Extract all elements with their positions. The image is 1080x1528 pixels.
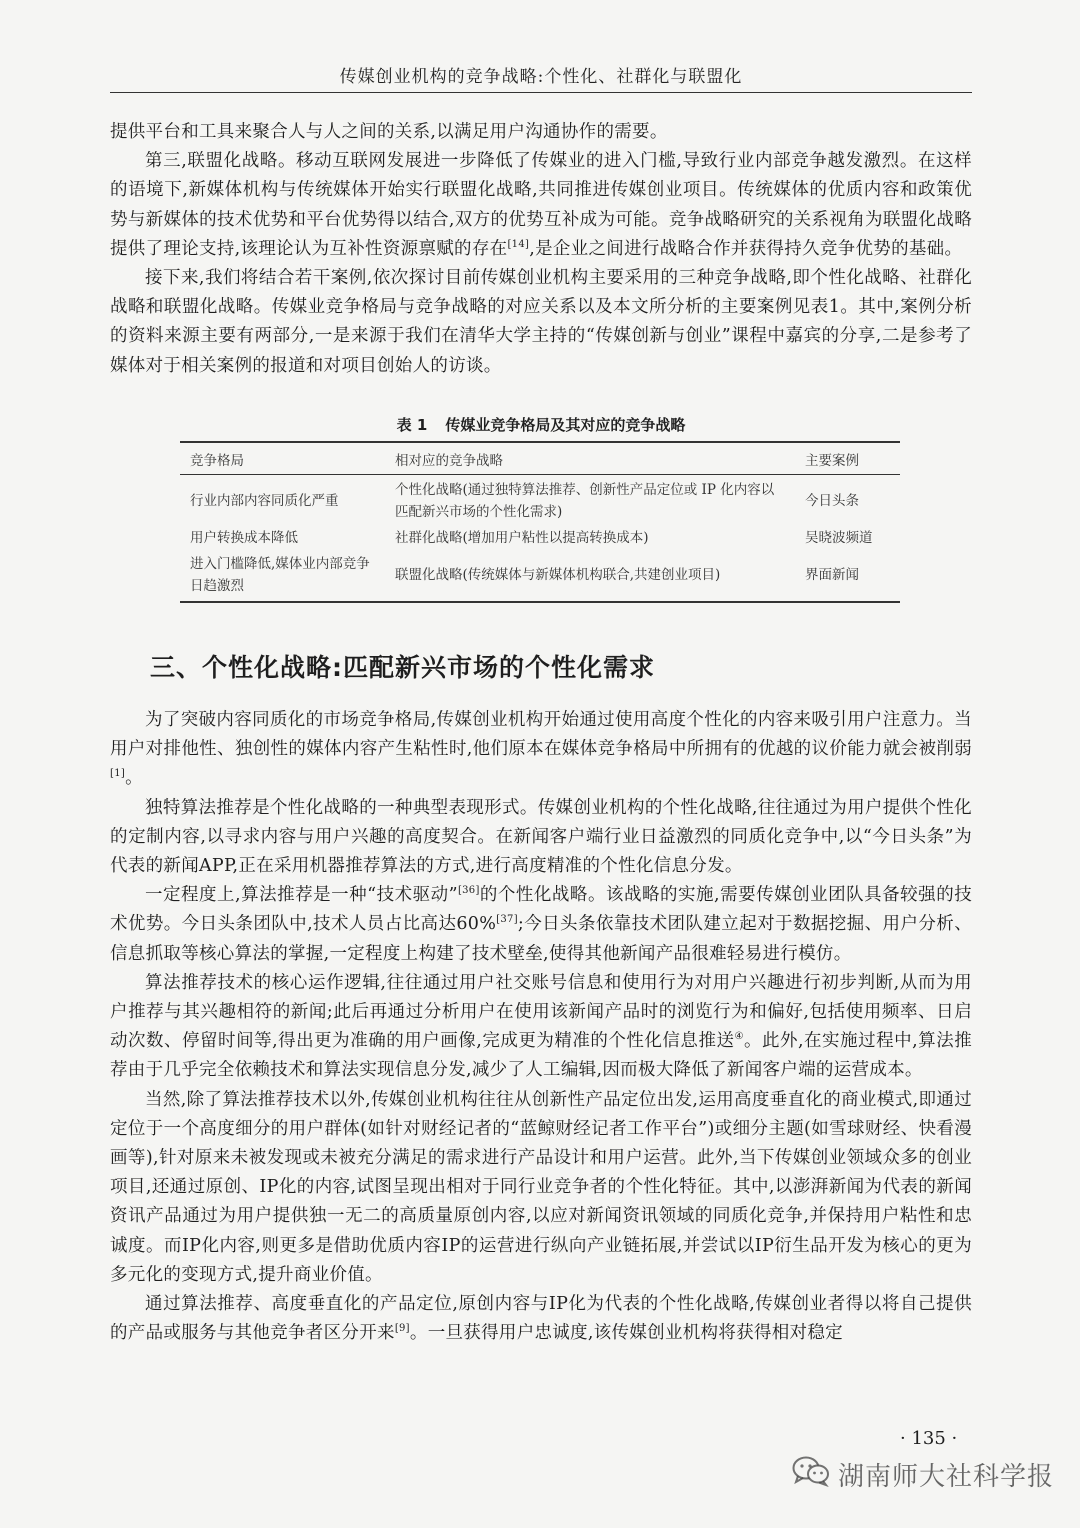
citation: [9] — [394, 1323, 410, 1335]
intro-text — [110, 118, 972, 381]
table-number: 表 1 — [396, 416, 428, 434]
table-cell: 进入门槛降低,媒体业内部竞争日趋激烈 — [180, 551, 385, 602]
paragraph — [110, 1290, 972, 1348]
paragraph: 提供平台和工具来聚合人与人之间的关系,以满足用户沟通协作的需要。 — [110, 122, 668, 142]
paragraph — [110, 969, 972, 1086]
watermark — [792, 1452, 1054, 1496]
column-header: 竞争格局 — [180, 442, 385, 475]
running-title: 传媒创业机构的竞争战略:个性化、社群化与联盟化 — [339, 67, 743, 87]
citation: [37] — [496, 914, 518, 926]
table-cell: 界面新闻 — [795, 551, 900, 602]
citation: [14] — [507, 238, 530, 250]
table-cell: 个性化战略(通过独特算法推荐、创新性产品定位或 IP 化内容以匹配新兴市场的个性化需求) — [395, 482, 775, 520]
table-cell: 社群化战略(增加用户粘性以提高转换成本) — [395, 530, 649, 546]
table-cell: 行业内部内容同质化严重 — [190, 493, 339, 509]
paragraph: 当然,除了算法推荐技术以外,传媒创业机构往往从创新性产品定位出发,运用高度垂直化的商业模式,即通过定位于一个高度细分的用户群体(如针对财经记者的“蓝鲸财经记者工作平台”)或细分主题(如雪球财经、快看漫画等),针对原来未被发现或未被充分满足的需求进行产品设计和用户运营。此外,当下传媒创业领域众多的创业项目,还通过原创、IP化的内容,试图呈现出相对于同行业竞争者的个性化特征。其中,以澎湃新闻为代表的新闻资讯产品通过为用户提供独一无二的高质量原创内容,以应对新闻资讯领域的同质化竞争,并保持用户粘性和忠诚度。而IP化内容,则更多是借助优质内容IP的运营进行纵向产业链拓展,并尝试以IP衍生品开发为核心的更为多元化的变现方式,提升商业价值。 — [110, 1089, 972, 1285]
paragraph — [110, 706, 972, 794]
citation: [36] — [457, 885, 480, 897]
table-cell: 联盟化战略(传统媒体与新媒体机构联合,共建创业项目) — [385, 551, 795, 602]
footnote-mark: ④ — [734, 1031, 744, 1043]
table-row — [180, 475, 900, 526]
text-run: ;今日头条依靠技术团队建立起对于数据挖掘、用户分析、信息抓取等核心算法的掌握,一定程度上构建了技术壁垒,使得其他新闻产品很难轻易进行模仿。 — [110, 914, 972, 964]
table-caption — [110, 414, 972, 435]
text-run: 通过算法推荐、高度垂直化的产品定位,原创内容与IP化为代表的个性化战略,传媒创业者得以将自己提供的产品或服务与其他竞争者区分开来 — [110, 1294, 972, 1344]
column-header: 相对应的竞争战略 — [385, 442, 795, 475]
text-run: 一定程度上,算法推荐是一种“技术驱动” — [145, 885, 458, 906]
table-cell: 吴晓波频道 — [805, 530, 873, 546]
citation: [1] — [110, 768, 126, 780]
text-run: 算法推荐技术的核心运作逻辑,往往通过用户社交账号信息和使用行为对用户兴趣进行初步判断,从而为用户推荐与其兴趣相符的新闻;此后再通过分析用户在使用该新闻产品时的浏览行为和偏好,包括使用频率、日启动次数、停留时间等,得出更为准确的用户画像,完成更为精准的个性化信息推送 — [110, 972, 972, 1052]
text-run: 第三,联盟化战略。移动互联网发展进一步降低了传媒业的进入门槛,导致行业内部竞争越发激烈。在这样的语境下,新媒体机构与传统媒体开始实行联盟化战略,共同推进传媒创业项目。传统媒体的优质内容和政策优势与新媒体的技术优势和平台优势得以结合,双方的优势互补成为可能。竞争战略研究的关系视角为联盟化战略提供了理论支持,该理论认为互补性资源禀赋的存在 — [110, 151, 972, 259]
page-number: · 135 · — [900, 1428, 958, 1449]
table-cell: 用户转换成本降低 — [190, 530, 298, 546]
text-run: 的个性化战略。该战略的实施,需要传媒创业团队具备较强的技术优势。今日头条团队中,技术人员占比高达60% — [110, 885, 973, 935]
section-heading: 三、个性化战略:匹配新兴市场的个性化需求 — [150, 653, 655, 682]
table-title: 传媒业竞争格局及其对应的竞争战略 — [445, 416, 686, 434]
header-rule — [110, 92, 972, 93]
wechat-icon — [792, 1455, 830, 1494]
table-header-row — [180, 442, 900, 475]
text-run: 为了突破内容同质化的市场竞争格局,传媒创业机构开始通过使用高度个性化的内容来吸引用户注意力。当用户对排他性、独创性的媒体内容产生粘性时,他们原本在媒体竞争格局中所拥有的优越的议价能力就会被削弱 — [110, 710, 972, 760]
text-run: ,是企业之间进行战略合作并获得持久竞争优势的基础。 — [529, 238, 963, 259]
table-cell: 今日头条 — [805, 493, 859, 509]
section-body — [110, 706, 972, 1348]
paragraph — [110, 147, 972, 264]
paragraph — [110, 881, 972, 969]
paragraph: 独特算法推荐是个性化战略的一种典型表现形式。传媒创业机构的个性化战略,往往通过为用户提供个性化的定制内容,以寻求内容与用户兴趣的高度契合。在新闻客户端行业日益激烈的同质化竞争中,以“今日头条”为代表的新闻APP,正在采用机器推荐算法的方式,进行高度精准的个性化信息分发。 — [110, 797, 972, 877]
strategy-table — [180, 441, 900, 603]
table-row — [180, 525, 900, 551]
text-run: 。 — [125, 768, 143, 789]
column-header: 主要案例 — [795, 442, 900, 475]
table-row — [180, 551, 900, 602]
text-run: 。此外,在实施过程中,算法推荐由于几乎完全依赖技术和算法实现信息分发,减少了人工编辑,因而极大降低了新闻客户端的运营成本。 — [110, 1031, 972, 1081]
paragraph: 接下来,我们将结合若干案例,依次探讨目前传媒创业机构主要采用的三种竞争战略,即个性化战略、社群化战略和联盟化战略。传媒业竞争格局与竞争战略的对应关系以及本文所分析的主要案例见表1。其中,案例分析的资料来源主要有两部分,一是来源于我们在清华大学主持的“传媒创新与创业”课程中嘉宾的分享,二是参考了媒体对于相关案例的报道和对项目创始人的访谈。 — [110, 268, 972, 376]
watermark-text: 湖南师大社科学报 — [838, 1461, 1055, 1492]
text-run: 。一旦获得用户忠诚度,该传媒创业机构将获得相对稳定 — [409, 1323, 843, 1344]
